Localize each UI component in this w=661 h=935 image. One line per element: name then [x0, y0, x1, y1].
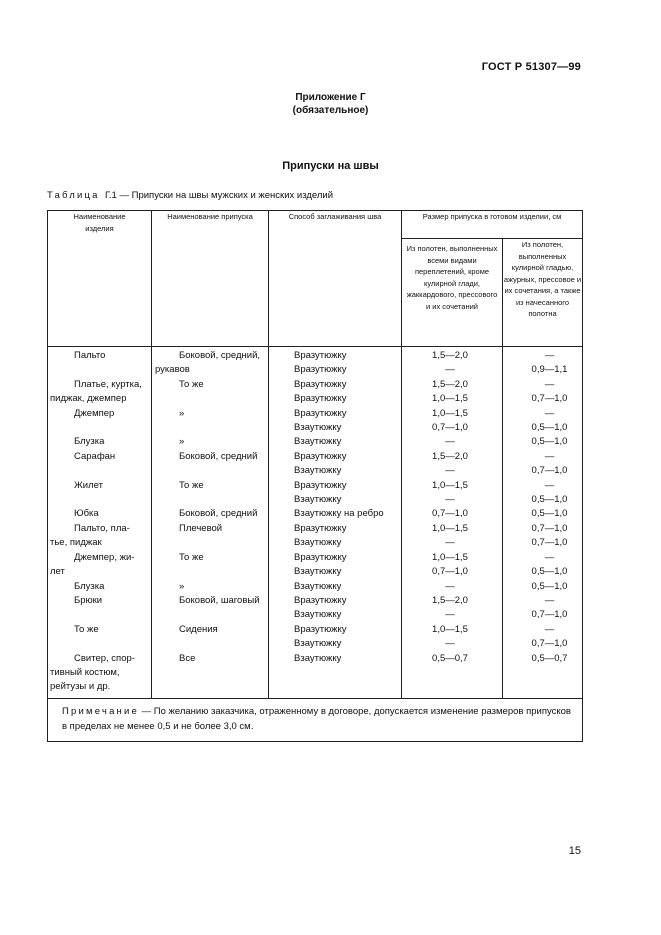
cell-method: Взаутюжку на ребро: [269, 507, 402, 521]
cell-size-a: —: [402, 435, 503, 449]
cell-size-b: 0,9—1,1: [503, 363, 583, 377]
cell-size-b: —: [503, 551, 583, 565]
allowance-table: [47, 210, 583, 742]
table-row: [48, 435, 583, 449]
table-body: [48, 347, 583, 699]
cell-product: [48, 464, 152, 478]
cell-allowance: »: [152, 407, 269, 421]
table-caption: [47, 190, 333, 201]
cell-size-b: —: [503, 378, 583, 392]
cell-method: Вразутюжку: [269, 551, 402, 565]
cell-allowance: Боковой, шаговый: [152, 594, 269, 608]
cell-allowance: Боковой, средний: [152, 507, 269, 521]
table-row: [48, 680, 583, 698]
cell-size-b: 0,7—1,0: [503, 392, 583, 406]
cell-product: Свитер, спор-: [48, 652, 152, 666]
table-row: [48, 493, 583, 507]
cell-size-b: 0,5—1,0: [503, 435, 583, 449]
cell-product: Блузка: [48, 435, 152, 449]
cell-allowance: [152, 666, 269, 680]
cell-size-a: 1,0—1,5: [402, 522, 503, 536]
cell-size-b: 0,5—1,0: [503, 493, 583, 507]
cell-allowance: [152, 680, 269, 698]
cell-method: Взаутюжку: [269, 580, 402, 594]
cell-allowance: Сидения: [152, 623, 269, 637]
table-row: [48, 608, 583, 622]
table-row: [48, 637, 583, 651]
cell-size-a: 1,5—2,0: [402, 347, 503, 364]
cell-product: Сарафан: [48, 450, 152, 464]
cell-product: Пальто: [48, 347, 152, 364]
header-product: Наименование изделия: [48, 211, 152, 347]
table-note: [48, 698, 583, 741]
cell-allowance: Боковой, средний,: [152, 347, 269, 364]
cell-size-b: [503, 680, 583, 698]
table-row: [48, 464, 583, 478]
cell-size-a: 0,7—1,0: [402, 507, 503, 521]
note-label: Примечание: [62, 705, 139, 717]
cell-size-b: 0,7—1,0: [503, 522, 583, 536]
header-size-group: Размер припуска в готовом изделии, см: [402, 211, 583, 239]
cell-allowance: [152, 464, 269, 478]
cell-allowance: »: [152, 435, 269, 449]
table-row: [48, 522, 583, 536]
cell-allowance: Все: [152, 652, 269, 666]
cell-allowance: [152, 421, 269, 435]
table-row: [48, 450, 583, 464]
section-title: Припуски на швы: [282, 160, 379, 172]
cell-size-a: 0,5—0,7: [402, 652, 503, 666]
cell-size-a: —: [402, 608, 503, 622]
cell-method: Взаутюжку: [269, 493, 402, 507]
cell-size-a: 0,7—1,0: [402, 565, 503, 579]
table-row: [48, 479, 583, 493]
cell-size-b: 0,7—1,0: [503, 464, 583, 478]
cell-size-b: —: [503, 623, 583, 637]
cell-size-b: 0,5—1,0: [503, 565, 583, 579]
cell-product: пиджак, джемпер: [48, 392, 152, 406]
cell-method: Взаутюжку: [269, 464, 402, 478]
cell-size-a: 1,5—2,0: [402, 594, 503, 608]
cell-product: Платье, куртка,: [48, 378, 152, 392]
cell-product: Пальто, пла-: [48, 522, 152, 536]
table-row: [48, 652, 583, 666]
cell-size-b: 0,5—1,0: [503, 507, 583, 521]
table-row: [48, 392, 583, 406]
standard-number: ГОСТ Р 51307—99: [481, 61, 581, 73]
cell-size-a: 1,5—2,0: [402, 378, 503, 392]
cell-size-a: 1,0—1,5: [402, 479, 503, 493]
cell-allowance: [152, 565, 269, 579]
cell-allowance: [152, 608, 269, 622]
cell-product: тивный костюм,: [48, 666, 152, 680]
cell-size-b: [503, 666, 583, 680]
cell-method: Вразутюжку: [269, 407, 402, 421]
table-row: [48, 551, 583, 565]
cell-method: Вразутюжку: [269, 623, 402, 637]
cell-size-a: —: [402, 536, 503, 550]
cell-allowance: То же: [152, 378, 269, 392]
appendix-title: Приложение Г: [295, 92, 366, 103]
table-row: [48, 347, 583, 364]
cell-allowance: Плечевой: [152, 522, 269, 536]
cell-allowance: [152, 493, 269, 507]
cell-size-b: 0,5—1,0: [503, 580, 583, 594]
table-row: [48, 378, 583, 392]
table-row: [48, 363, 583, 377]
cell-size-a: 1,5—2,0: [402, 450, 503, 464]
cell-size-a: —: [402, 464, 503, 478]
appendix-status: (обязательное): [292, 105, 369, 116]
cell-size-b: 0,5—0,7: [503, 652, 583, 666]
cell-allowance: [152, 392, 269, 406]
cell-product: [48, 608, 152, 622]
cell-size-b: —: [503, 594, 583, 608]
cell-allowance: Боковой, средний: [152, 450, 269, 464]
cell-method: Вразутюжку: [269, 522, 402, 536]
header-method: Способ заглаживания шва: [269, 211, 402, 347]
table-row: [48, 666, 583, 680]
cell-product: лет: [48, 565, 152, 579]
table-caption-text: — Припуски на швы мужских и женских изделий: [116, 190, 334, 201]
header-allowance: Наименование припуска: [152, 211, 269, 347]
cell-size-a: 1,0—1,5: [402, 407, 503, 421]
table-row: [48, 536, 583, 550]
cell-method: Вразутюжку: [269, 347, 402, 364]
cell-size-b: —: [503, 407, 583, 421]
cell-method: Вразутюжку: [269, 363, 402, 377]
cell-product: [48, 421, 152, 435]
cell-size-b: —: [503, 347, 583, 364]
cell-method: [269, 680, 402, 698]
cell-product: Жилет: [48, 479, 152, 493]
cell-method: Вразутюжку: [269, 594, 402, 608]
cell-method: Взаутюжку: [269, 652, 402, 666]
cell-allowance: [152, 637, 269, 651]
cell-product: Джемпер: [48, 407, 152, 421]
table-row: [48, 507, 583, 521]
note-text: — По желанию заказчика, отраженному в договоре, допускается изменение размеров припусков в пределах не менее 0,5 и не более 3,0 см.: [62, 705, 571, 733]
cell-allowance: »: [152, 580, 269, 594]
cell-allowance: рукавов: [152, 363, 269, 377]
cell-size-b: 0,7—1,0: [503, 637, 583, 651]
cell-size-b: 0,5—1,0: [503, 421, 583, 435]
table-row: [48, 421, 583, 435]
cell-size-b: —: [503, 479, 583, 493]
table-row: [48, 407, 583, 421]
cell-size-a: —: [402, 580, 503, 594]
table-caption-label: Таблица: [47, 190, 100, 201]
cell-product: тье, пиджак: [48, 536, 152, 550]
cell-allowance: То же: [152, 551, 269, 565]
table-row: [48, 580, 583, 594]
cell-size-a: [402, 666, 503, 680]
page-number: 15: [568, 845, 581, 857]
cell-product: [48, 493, 152, 507]
cell-product: рейтузы и др.: [48, 680, 152, 698]
cell-size-a: 1,0—1,5: [402, 392, 503, 406]
table-caption-number: Г.1: [104, 190, 117, 201]
cell-method: Взаутюжку: [269, 608, 402, 622]
cell-allowance: [152, 536, 269, 550]
header-size-b: Из полотен, выполненных кулирной гладью, ажурных, прессовое и их сочетания, а также из начесанного полотна: [503, 239, 583, 347]
cell-method: Взаутюжку: [269, 536, 402, 550]
cell-product: [48, 363, 152, 377]
cell-size-a: 0,7—1,0: [402, 421, 503, 435]
table-row: [48, 623, 583, 637]
cell-size-a: 1,0—1,5: [402, 623, 503, 637]
cell-size-a: —: [402, 493, 503, 507]
table-row: [48, 565, 583, 579]
cell-method: Взаутюжку: [269, 565, 402, 579]
cell-product: Блузка: [48, 580, 152, 594]
cell-product: [48, 637, 152, 651]
table-row: [48, 594, 583, 608]
header-size-a: Из полотен, выполненных всеми видами переплетений, кроме кулирной глади, жаккардового, прессового и их сочетаний: [402, 239, 503, 347]
cell-product: То же: [48, 623, 152, 637]
cell-size-b: 0,7—1,0: [503, 608, 583, 622]
cell-size-a: 1,0—1,5: [402, 551, 503, 565]
cell-method: Взаутюжку: [269, 637, 402, 651]
cell-size-a: —: [402, 637, 503, 651]
cell-method: Вразутюжку: [269, 479, 402, 493]
cell-size-b: —: [503, 450, 583, 464]
cell-size-a: [402, 680, 503, 698]
cell-method: Вразутюжку: [269, 392, 402, 406]
cell-method: [269, 666, 402, 680]
cell-method: Взаутюжку: [269, 421, 402, 435]
cell-product: Юбка: [48, 507, 152, 521]
cell-product: Джемпер, жи-: [48, 551, 152, 565]
cell-method: Вразутюжку: [269, 450, 402, 464]
cell-method: Вразутюжку: [269, 378, 402, 392]
cell-allowance: То же: [152, 479, 269, 493]
cell-size-a: —: [402, 363, 503, 377]
cell-product: Брюки: [48, 594, 152, 608]
cell-size-b: 0,7—1,0: [503, 536, 583, 550]
cell-method: Взаутюжку: [269, 435, 402, 449]
